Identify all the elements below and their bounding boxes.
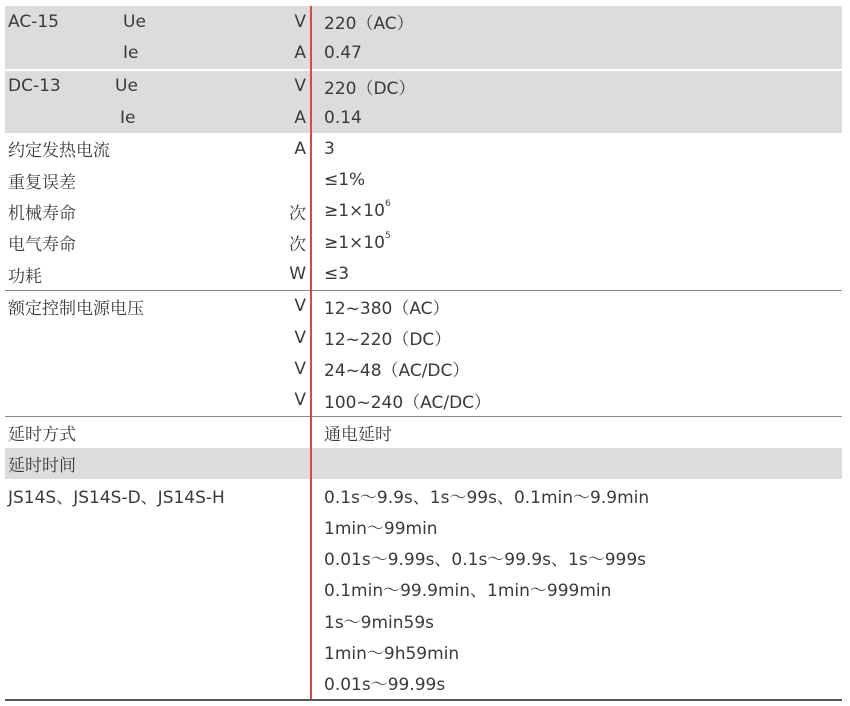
row-value: 1min～9h59min	[324, 644, 460, 665]
spec-row-delay-range-3	[5, 542, 842, 573]
spec-row-control-voltage-4	[5, 385, 842, 416]
row-value	[324, 196, 391, 227]
value-exponent: 6	[384, 199, 391, 210]
row-label: 重复误差	[8, 172, 76, 193]
spec-row-delay-mode	[5, 417, 842, 448]
row-unit: V	[294, 327, 306, 348]
row-unit: V	[294, 390, 306, 411]
row-value: 0.01s～99.99s	[324, 675, 446, 696]
spec-table	[5, 6, 842, 699]
spec-row-dc13-ue	[5, 71, 842, 102]
column-divider	[310, 6, 312, 699]
row-value: 12~220（DC）	[324, 330, 452, 351]
spec-row-electrical-life	[5, 227, 842, 258]
row-label: 额定控制电源电压	[8, 298, 144, 319]
spec-row-delay-range-5	[5, 605, 842, 636]
spec-row-control-voltage-1	[5, 291, 842, 322]
value-exponent: 5	[384, 230, 391, 241]
row-unit: 次	[289, 235, 306, 256]
row-label: 电气寿命	[8, 235, 76, 256]
spec-row-ac15-ue	[5, 6, 842, 37]
row-value: 0.1s～9.9s、1s～99s、0.1min～9.9min	[324, 487, 650, 508]
row-value	[324, 227, 391, 258]
spec-row-delay-range-4	[5, 573, 842, 604]
spec-row-delay-time-header	[5, 448, 842, 479]
table-bottom-rule	[5, 699, 842, 701]
row-unit: A	[294, 42, 306, 63]
row-value: 1s～9min59s	[324, 612, 435, 633]
row-label: AC-15	[8, 11, 59, 32]
row-unit: A	[294, 107, 306, 128]
row-value: ≤1%	[324, 170, 366, 191]
row-value: 0.1min～99.9min、1min～999min	[324, 581, 612, 602]
row-label: JS14S、JS14S-D、JS14S-H	[8, 487, 225, 508]
row-value: 通电延时	[324, 425, 392, 445]
row-value: ≤3	[324, 264, 350, 285]
row-unit: W	[289, 264, 306, 285]
row-value: 12~380（AC）	[324, 298, 450, 319]
row-label: 延时时间	[8, 456, 76, 477]
row-sublabel: Ie	[123, 42, 139, 63]
row-value: 220（DC）	[324, 78, 416, 99]
row-unit: A	[294, 138, 306, 159]
row-value: 1min～99min	[324, 518, 438, 539]
row-unit: 次	[289, 203, 306, 224]
spec-row-delay-range-6	[5, 636, 842, 667]
row-label: 约定发热电流	[8, 141, 110, 162]
spec-row-control-voltage-2	[5, 322, 842, 353]
row-label: DC-13	[8, 76, 61, 97]
row-sublabel: Ie	[120, 107, 136, 128]
spec-row-ac15-ie	[5, 37, 842, 68]
row-sublabel: Ue	[115, 76, 138, 97]
spec-row-delay-range-2	[5, 511, 842, 542]
row-unit: V	[294, 76, 306, 97]
spec-row-mechanical-life	[5, 196, 842, 227]
value-base: ≥1×10	[324, 201, 385, 222]
row-unit: V	[294, 11, 306, 32]
row-value: 24~48（AC/DC）	[324, 361, 470, 382]
spec-row-dc13-ie	[5, 102, 842, 133]
row-label: 机械寿命	[8, 203, 76, 224]
value-base: ≥1×10	[324, 232, 385, 253]
row-unit: V	[294, 296, 306, 317]
row-value: 0.47	[324, 42, 362, 63]
spec-row-delay-range-1	[5, 479, 842, 510]
row-label: 延时方式	[8, 425, 76, 445]
row-value: 0.01s～9.99s、0.1s～99.9s、1s～999s	[324, 550, 646, 571]
row-value: 100~240（AC/DC）	[324, 392, 492, 413]
row-label: 功耗	[8, 266, 42, 287]
spec-row-thermal-current	[5, 133, 842, 164]
spec-row-delay-range-7	[5, 667, 842, 698]
row-value: 0.14	[324, 107, 362, 128]
spec-row-power	[5, 258, 842, 289]
row-unit: V	[294, 358, 306, 379]
spec-row-control-voltage-3	[5, 353, 842, 384]
spec-row-repeat-error	[5, 164, 842, 195]
row-sublabel: Ue	[123, 11, 146, 32]
row-value: 3	[324, 138, 335, 159]
row-value: 220（AC）	[324, 14, 414, 35]
